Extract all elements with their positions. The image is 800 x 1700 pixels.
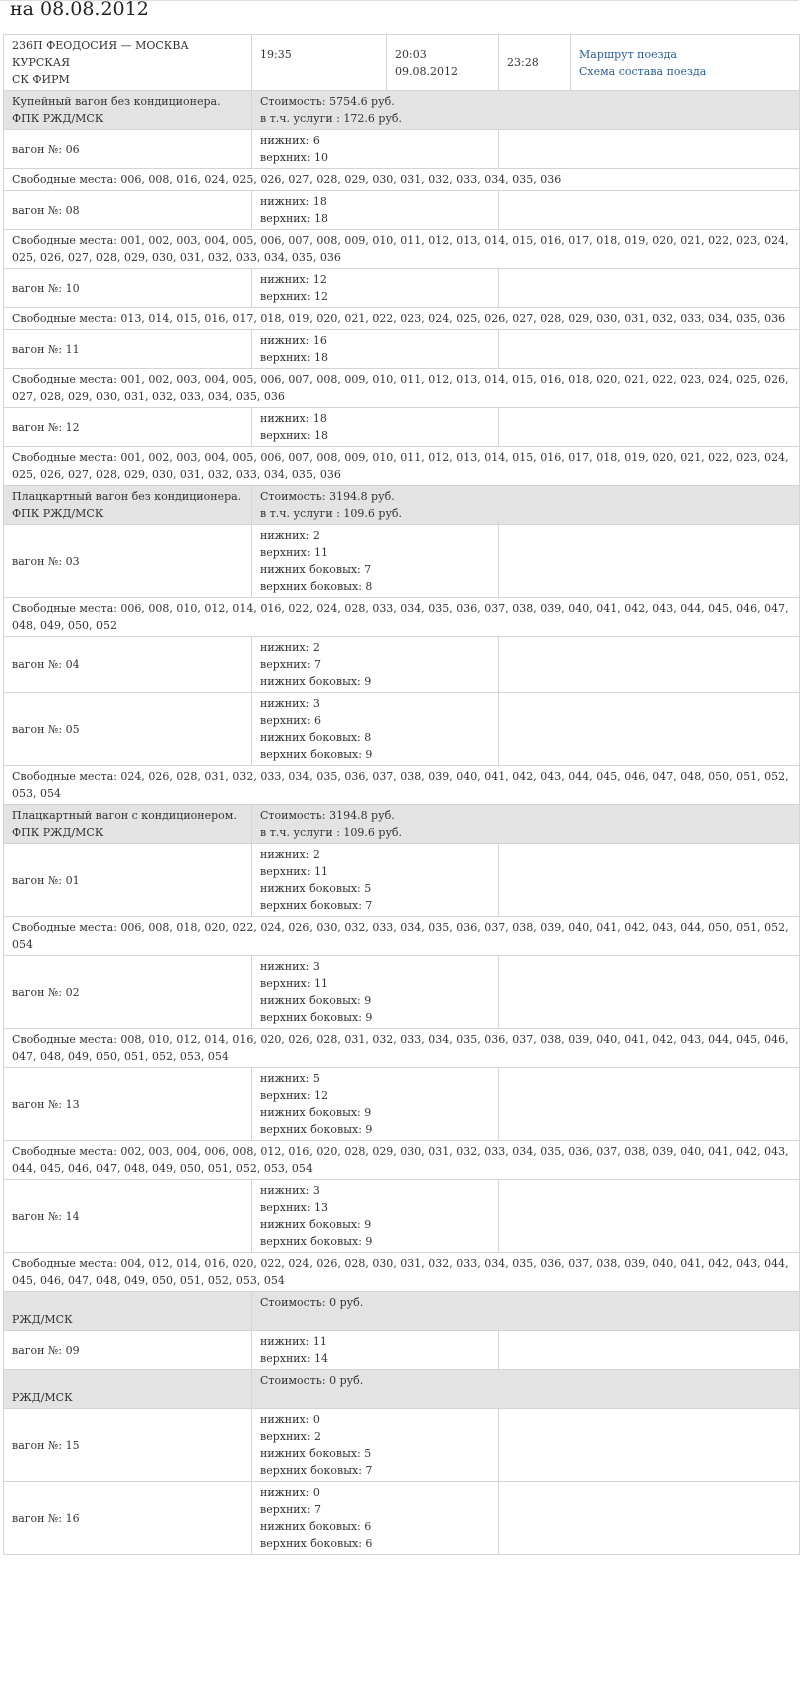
car-number-cell [4,956,252,1029]
seat-count: нижних: 3 [260,1184,320,1197]
seat-count: нижних боковых: 8 [260,731,372,744]
class-type: Плацкартный вагон без кондиционера. [12,490,242,503]
seat-count: верхних боковых: 9 [260,1235,373,1248]
arrival-date: 09.08.2012 [395,64,458,78]
seat-count: верхних: 11 [260,977,329,990]
car-seat-counts-cell [252,1331,499,1370]
free-seats-row [4,1029,800,1068]
free-seats-row [4,917,800,956]
car-number-cell [4,1180,252,1253]
car-row [4,525,800,598]
free-seats-list: Свободные места: 006, 008, 010, 012, 014, 016, 022, 024, 028, 033, 034, 035, 036, 037, 038, 039, 040, 041, 042, 043, 044, 045, 046, 047, 048, 049, 050, 052 [12,602,789,632]
seat-count: нижних боковых: 9 [260,994,372,1007]
class-price-cell [252,805,800,844]
car-number: вагон №: 06 [12,142,80,156]
car-empty-cell [499,1409,800,1482]
free-seats-list: Свободные места: 006, 008, 016, 024, 025, 026, 027, 028, 029, 030, 031, 032, 033, 034, 035, 036 [12,173,562,186]
route-link[interactable]: Маршрут поезда [579,47,677,61]
free-seats-cell [4,1253,800,1292]
seat-count: нижних боковых: 9 [260,1218,372,1231]
car-row [4,844,800,917]
seat-count: нижних боковых: 5 [260,1447,372,1460]
free-seats-list: Свободные места: 024, 026, 028, 031, 032, 033, 034, 035, 036, 037, 038, 039, 040, 041, 042, 043, 044, 045, 046, 047, 048, 050, 051, 052, 053, 054 [12,770,789,800]
car-empty-cell [499,693,800,766]
class-service-spacer [260,1389,791,1406]
seat-count: верхних: 7 [260,658,322,671]
scheme-link[interactable]: Схема состава поезда [579,64,707,78]
seat-count: нижних: 12 [260,273,327,286]
car-number: вагон №: 12 [12,420,80,434]
seat-count: нижних: 2 [260,641,320,654]
car-empty-cell [499,130,800,169]
seat-count: верхних боковых: 8 [260,580,373,593]
free-seats-row [4,1141,800,1180]
class-price: Стоимость: 3194.8 руб. [260,809,395,822]
class-name-cell [4,1370,252,1409]
class-service-spacer [260,1311,791,1328]
class-name-cell [4,486,252,525]
car-empty-cell [499,1068,800,1141]
train-name: 236П ФЕОДОСИЯ — МОСКВА КУРСКАЯ [12,39,189,69]
car-number-cell [4,1331,252,1370]
car-number: вагон №: 02 [12,985,80,999]
class-price-cell [252,1292,800,1331]
free-seats-cell [4,1141,800,1180]
seat-count: нижних: 3 [260,697,320,710]
car-number-cell [4,1068,252,1141]
free-seats-list: Свободные места: 013, 014, 015, 016, 017, 018, 019, 020, 021, 022, 023, 024, 025, 026, 027, 028, 029, 030, 031, 032, 033, 034, 035, 036 [12,312,786,325]
car-number: вагон №: 01 [12,873,80,887]
car-empty-cell [499,525,800,598]
seat-count: верхних: 10 [260,151,329,164]
seat-count: верхних: 11 [260,865,329,878]
car-number: вагон №: 08 [12,203,80,217]
train-category: СК ФИРМ [12,73,70,86]
car-seat-counts-cell [252,844,499,917]
class-header-row [4,1370,800,1409]
seat-count: верхних: 18 [260,429,329,442]
car-row [4,1068,800,1141]
free-seats-cell [4,598,800,637]
class-header-row [4,486,800,525]
train-table [3,34,800,1555]
class-type [12,1372,243,1389]
seat-count: нижних боковых: 9 [260,1106,372,1119]
seat-count: верхних боковых: 9 [260,748,373,761]
departure-time: 19:35 [260,47,292,61]
seat-count: нижних: 2 [260,848,320,861]
seat-count: нижних боковых: 6 [260,1520,372,1533]
seat-count: нижних боковых: 7 [260,563,372,576]
class-service-fee: в т.ч. услуги : 109.6 руб. [260,826,403,839]
seat-count: нижних: 5 [260,1072,320,1085]
class-type: Плацкартный вагон с кондиционером. [12,809,237,822]
car-number-cell [4,1482,252,1555]
car-seat-counts-cell [252,269,499,308]
seat-count: верхних: 14 [260,1352,329,1365]
train-name-cell [4,35,252,91]
car-number-cell [4,269,252,308]
free-seats-cell [4,230,800,269]
car-empty-cell [499,1331,800,1370]
free-seats-row [4,169,800,191]
car-number-cell [4,330,252,369]
free-seats-list: Свободные места: 001, 002, 003, 004, 005, 006, 007, 008, 009, 010, 011, 012, 013, 014, 015, 016, 018, 020, 021, 022, 023, 024, 025, 026, 027, 028, 029, 030, 031, 032, 033, 034, 035, 036 [12,373,789,403]
car-seat-counts-cell [252,1180,499,1253]
seat-count: верхних боковых: 9 [260,1123,373,1136]
class-carrier: ФПК РЖД/МСК [12,826,104,839]
car-empty-cell [499,408,800,447]
car-empty-cell [499,269,800,308]
car-empty-cell [499,330,800,369]
car-number-cell [4,191,252,230]
free-seats-row [4,369,800,408]
free-seats-cell [4,369,800,408]
class-name-cell [4,805,252,844]
class-service-fee: в т.ч. услуги : 172.6 руб. [260,112,403,125]
seat-count: нижних: 16 [260,334,327,347]
class-type: Купейный вагон без кондиционера. [12,95,221,108]
seat-count: верхних: 12 [260,1089,329,1102]
car-seat-counts-cell [252,693,499,766]
arrival-cell [387,35,499,91]
car-seat-counts-cell [252,330,499,369]
car-row [4,956,800,1029]
seat-count: нижних: 3 [260,960,320,973]
free-seats-cell [4,447,800,486]
seat-count: верхних боковых: 9 [260,1011,373,1024]
car-number: вагон №: 05 [12,722,80,736]
seat-count: нижних боковых: 5 [260,882,372,895]
seat-count: верхних: 13 [260,1201,329,1214]
car-number-cell [4,844,252,917]
car-seat-counts-cell [252,637,499,693]
free-seats-cell [4,766,800,805]
car-seat-counts-cell [252,525,499,598]
free-seats-list: Свободные места: 001, 002, 003, 004, 005, 006, 007, 008, 009, 010, 011, 012, 013, 014, 015, 016, 017, 018, 019, 020, 021, 022, 023, 024, 025, 026, 027, 028, 029, 030, 031, 032, 033, 034, 035, 036 [12,234,789,264]
seat-count: нижних: 6 [260,134,320,147]
car-row [4,408,800,447]
seat-count: верхних боковых: 7 [260,1464,373,1477]
car-number-cell [4,130,252,169]
car-seat-counts-cell [252,130,499,169]
date-heading: на 08.08.2012 [10,0,149,20]
car-number: вагон №: 16 [12,1511,80,1525]
seat-count: верхних: 12 [260,290,329,303]
car-row [4,637,800,693]
seat-count: нижних: 0 [260,1413,320,1426]
class-price-cell [252,486,800,525]
class-carrier: ФПК РЖД/МСК [12,507,104,520]
free-seats-row [4,308,800,330]
car-seat-counts-cell [252,191,499,230]
free-seats-cell [4,169,800,191]
departure-cell [252,35,387,91]
class-type [12,1294,243,1311]
free-seats-list: Свободные места: 006, 008, 018, 020, 022, 024, 026, 030, 032, 033, 034, 035, 036, 037, 038, 039, 040, 041, 042, 043, 044, 050, 051, 052, 054 [12,921,789,951]
class-carrier: РЖД/МСК [12,1391,73,1404]
car-empty-cell [499,637,800,693]
class-service-fee: в т.ч. услуги : 109.6 руб. [260,507,403,520]
seat-count: нижних: 18 [260,412,327,425]
free-seats-row [4,598,800,637]
class-price: Стоимость: 3194.8 руб. [260,490,395,503]
car-empty-cell [499,1482,800,1555]
car-seat-counts-cell [252,408,499,447]
free-seats-list: Свободные места: 002, 003, 004, 006, 008, 012, 016, 020, 028, 029, 030, 031, 032, 033, 034, 035, 036, 037, 038, 039, 040, 041, 042, 043, 044, 045, 046, 047, 048, 049, 050, 051, 052, 053, 054 [12,1145,789,1175]
car-number-cell [4,408,252,447]
car-number-cell [4,637,252,693]
free-seats-list: Свободные места: 008, 010, 012, 014, 016, 020, 026, 028, 031, 032, 033, 034, 035, 036, 037, 038, 039, 040, 041, 042, 043, 044, 045, 046, 047, 048, 049, 050, 051, 052, 053, 054 [12,1033,789,1063]
seat-count: верхних: 2 [260,1430,322,1443]
car-number: вагон №: 14 [12,1209,80,1223]
class-price: Стоимость: 0 руб. [260,1296,364,1309]
class-name-cell [4,1292,252,1331]
class-carrier: ФПК РЖД/МСК [12,112,104,125]
car-seat-counts-cell [252,956,499,1029]
car-row [4,330,800,369]
car-row [4,130,800,169]
car-row [4,1482,800,1555]
free-seats-cell [4,917,800,956]
car-row [4,191,800,230]
car-number: вагон №: 04 [12,658,80,671]
train-table-body [4,35,800,1555]
class-price-cell [252,1370,800,1409]
travel-time: 23:28 [507,56,539,69]
car-row [4,1180,800,1253]
arrival-time: 20:03 [395,47,427,61]
seat-count: верхних: 11 [260,546,329,559]
car-row [4,269,800,308]
car-number-cell [4,1409,252,1482]
class-price: Стоимость: 0 руб. [260,1374,364,1387]
class-header-row [4,91,800,130]
links-cell [571,35,800,91]
class-price-cell [252,91,800,130]
seat-count: верхних боковых: 7 [260,899,373,912]
car-seat-counts-cell [252,1068,499,1141]
seat-count: верхних: 18 [260,212,329,225]
free-seats-list: Свободные места: 001, 002, 003, 004, 005, 006, 007, 008, 009, 010, 011, 012, 013, 014, 015, 016, 017, 018, 019, 020, 021, 022, 023, 024, 025, 026, 027, 028, 029, 030, 031, 032, 033, 034, 035, 036 [12,451,789,481]
car-row [4,1409,800,1482]
free-seats-cell [4,1029,800,1068]
car-number-cell [4,525,252,598]
class-header-row [4,805,800,844]
seat-count: нижних: 18 [260,195,327,208]
car-seat-counts-cell [252,1482,499,1555]
class-header-row [4,1292,800,1331]
free-seats-row [4,766,800,805]
car-empty-cell [499,1180,800,1253]
free-seats-row [4,1253,800,1292]
car-number: вагон №: 09 [12,1343,80,1357]
seat-count: верхних: 18 [260,351,329,364]
car-row [4,1331,800,1370]
seat-count: нижних: 0 [260,1486,320,1499]
car-seat-counts-cell [252,1409,499,1482]
car-number: вагон №: 13 [12,1097,80,1111]
car-empty-cell [499,844,800,917]
car-empty-cell [499,191,800,230]
free-seats-row [4,447,800,486]
seat-count: верхних: 6 [260,714,322,727]
seat-count: нижних боковых: 9 [260,675,372,688]
seat-count: нижних: 11 [260,1335,327,1348]
class-carrier: РЖД/МСК [12,1313,73,1326]
car-number: вагон №: 10 [12,281,80,295]
free-seats-list: Свободные места: 004, 012, 014, 016, 020, 022, 024, 026, 028, 030, 031, 032, 033, 034, 035, 036, 037, 038, 039, 040, 041, 042, 043, 044, 045, 046, 047, 048, 049, 050, 051, 052, 053, 054 [12,1257,789,1287]
seat-count: нижних: 2 [260,529,320,542]
car-number: вагон №: 15 [12,1438,80,1452]
free-seats-row [4,230,800,269]
free-seats-cell [4,308,800,330]
seat-count: верхних боковых: 6 [260,1537,373,1550]
travel-time-cell [499,35,571,91]
class-name-cell [4,91,252,130]
train-row [4,35,800,91]
car-row [4,693,800,766]
car-number-cell [4,693,252,766]
seat-count: верхних: 7 [260,1503,322,1516]
car-number: вагон №: 03 [12,554,80,568]
car-empty-cell [499,956,800,1029]
class-price: Стоимость: 5754.6 руб. [260,95,395,108]
car-number: вагон №: 11 [12,342,80,356]
